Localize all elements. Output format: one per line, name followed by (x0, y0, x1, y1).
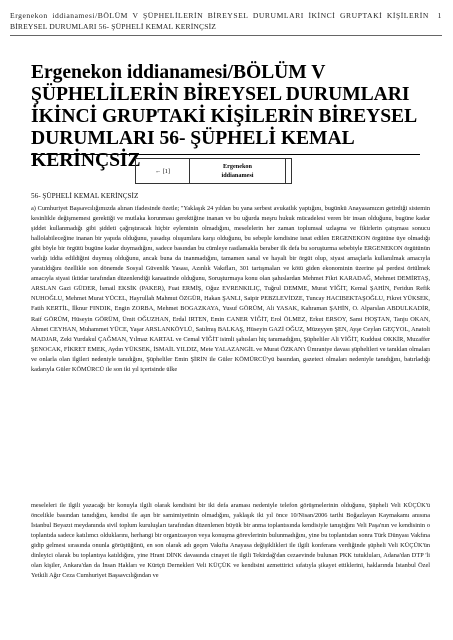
body-paragraph-1: a) Cumhuriyet Başsavcılığımızda alınan ifadesinde özetle; "Yaklaşık 24 yıldan bu yana serbest avukatlık yaptığını, bugünkü Anayasamızın getirdiği sistemin kesinlikle değişmemesi gerektiği ve mutlaka korunması gerektiğine inanan ve bu uğurda meşru hukuk mücadelesi veren bir insan olduğunu, bugüne kadar şiddet kullanmadığı gibi şiddeti çağrıştıracak hiçbir eyleminin olmadığını, meselelerin her zaman toplumsal uzlaşma ve fikirlerin çatışması sonucu hallolabileceğine inanan bir yapıda olduğunu, yasadışı oluşumlara karşı olduğunu, bu sebeple kendisine isnat edilen ERGENEKON örgütüne üye olmadığı gibi böyle bir örgütü bugüne kadar duymadığını, sadece basından bu cümleye rastlamakla beraber ilk defa bu soruşturma sebebiyle ERGENEKON örgütünün varlığı iddia edildiğini duymuş olduğunu, ancak buna da inanmadığını, tamamen sanal ve hayali bir örgüt olup, siyasi amaçlarla kullanılmak amacıyla yaratıldığını özellikle son dönemde Sosyal Güvenlik Yasası, Azınlık Vakıfları, 301 tartışmaları ve kötü giden ekonominin üzerine şal perdesi örtülmek amacıyla siyasi iktidar tarafından düzenlendiği kanaatinde olduğunu, Soruşturmaya konu olan şahıslardan Mehmet Fikri KARADAĞ, Mehmet DEMİRTAŞ, ARSLAN Gazi GÜDER, İsmail EKSİK (PAKER), Fuat ERMİŞ, Oğuz EVRENKILIÇ, Tuğrul DEMME, Murat YİĞİT, Kemal ŞAHİN, Feridun Refik NUHOĞLU, Mehmet Murat YÜCEL, Hayrullah Mahmut ÖZGÜR, Hakan ŞANLI, Saipir PEBZLEVİDZE, Tuncay HACIBEKTAŞOĞLU, Fikret YÜKSEK, Fatih KERTİL, İlknur FINDIK, Engin ZORBA, Mehmet BOGAZKAYA, Yusuf GÖRÜM, Ali YASAK, Kahraman ŞAHİN, O. Alparslan ABDULKADİR, Raif GÖRÜM, Hüseyin GÖRÜM, Ümit OĞUZHAN, Erdal IRTEN, Emin CANER YİĞİT, Erol ÖLMEZ, Erkut ERSOY, Sami HOŞTAN, Tanju OKAN, Ahmet CEYHAN, Muhammet YÜCE, Yaşar ARSLANKÖYLÜ, Satılmış BALKAŞ, Hüseyin GAZİ OĞUZ, Müzeyyen ŞEN, Ayşe Ceylan GEÇYOL, Anatoli MADJAR, Zeki Yurdakul ÇAĞMAN, Yılmaz KARTAL ve Cemal YİĞİT isimli şahısları hiç tanımadığını, Şüpheliler Ali YİĞİT, Kuddusi OKKİR, Muzaffer ŞENOCAK, FİKRET EMEK, Aydın YÜKSEK, İSMAİL YILDIZ, Mete YALAZANGİL ve Murat ÖZKAN'ı Ümraniye davası şüphelileri ve tanıklan olmaları ve onlarla olan ilgileri nedeniyle tanıdığını, Şüpheliler Emin ŞİRİN ile Güler KÖMÜRCÜ'yü basından, gazeteci olmaları nedeniyle tanıdığını, batırladığı kadarıyla Güler KÖMÜRCÜ ile son iki yıl içerisinde ülke (31, 205, 430, 373)
body-paragraph-2: meseleleri ile ilgili yazacağı bir konuyla ilgili olarak kendisini bir iki defa araması nedeniyle telefon görüşmelerinin olduğunu, Şüpheli Veli KÜÇÜK'ü öncelikle basından tanıdığını, kendisi ile aşın bir samimiyetinin olmadığını, yaklaşık iki yıl önce 10/Nisan/2006 tarihi Boğazlayan Kaymakamı anısına İstanbul Beyazıt meydanında sivil toplum kuruluşları tarafından düzenlenen büyük bir anma toplantısında kendisiyle tanıştığını Veli Paşa'nın ve kendisinin o toplantıda sadece katılımcı olduklarını, herhangi bir organizasyon veya konuşma görevlerinin bulunmadığını, yine bu toplantıdan sonra Türk Dünyası Vakfına gidip gelmesi sırasında onunla görüştüğünü, en son olarak adı geçen Vakıfta Anayasa değişiklikleri ile ilgili konferans verdiğinde şüpheli Veli KÜÇÜK'ün dinleyici olarak bu toplantıya katıldığını, yine Hrant DİNK davasında cinayet ile ilgili Tekirdağ'dan cezaevinde bulunan PKK tutukluları, Adana'dan DTP 'li olan kişiler, Ankara'dan da İnsan Hakları ve Kürtçü Dernekleri Veli KÜÇÜK ve kendisini azmettirici sıfatıyla şikayet ettiklerini, haklarında İstanbul Özel Yetkili Ağır Ceza Cumhuriyet Başsavcılığından ve (31, 502, 430, 580)
section-heading: 56- ŞÜPHELİ KEMAL KERİNÇSİZ (31, 192, 139, 200)
page-number: 1 (437, 11, 442, 20)
document-title: Ergenekon iddianamesi/BÖLÜM V ŞÜPHELİLERİN BİREYSEL DURUMLARI İKİNCİ GRUPTAKİ KİŞİLERİN BİREYSEL DURUMLARI 56- ŞÜPHELİ KEMAL KERİNÇSİZ (31, 62, 418, 171)
running-header (10, 10, 442, 32)
next-cell (285, 159, 291, 183)
current-document-line-1: Ergenekon (223, 163, 252, 170)
running-header-line-1: Ergenekon iddianamesi/BÖLÜM V ŞÜPHELİLERİN BİREYSEL DURUMLARI İKİNCİ GRUPTAKİ KİŞİLERİN (10, 11, 429, 20)
navigation-box (135, 158, 292, 184)
title-divider (31, 154, 420, 155)
previous-link[interactable]: ← [1] (136, 159, 190, 183)
current-document-label (190, 159, 285, 183)
header-divider (10, 35, 442, 36)
current-document-line-2: iddianamesi (221, 172, 254, 179)
running-header-line-2: BİREYSEL DURUMLARI 56- ŞÜPHELİ KEMAL KERİNÇSİZ (10, 22, 217, 31)
